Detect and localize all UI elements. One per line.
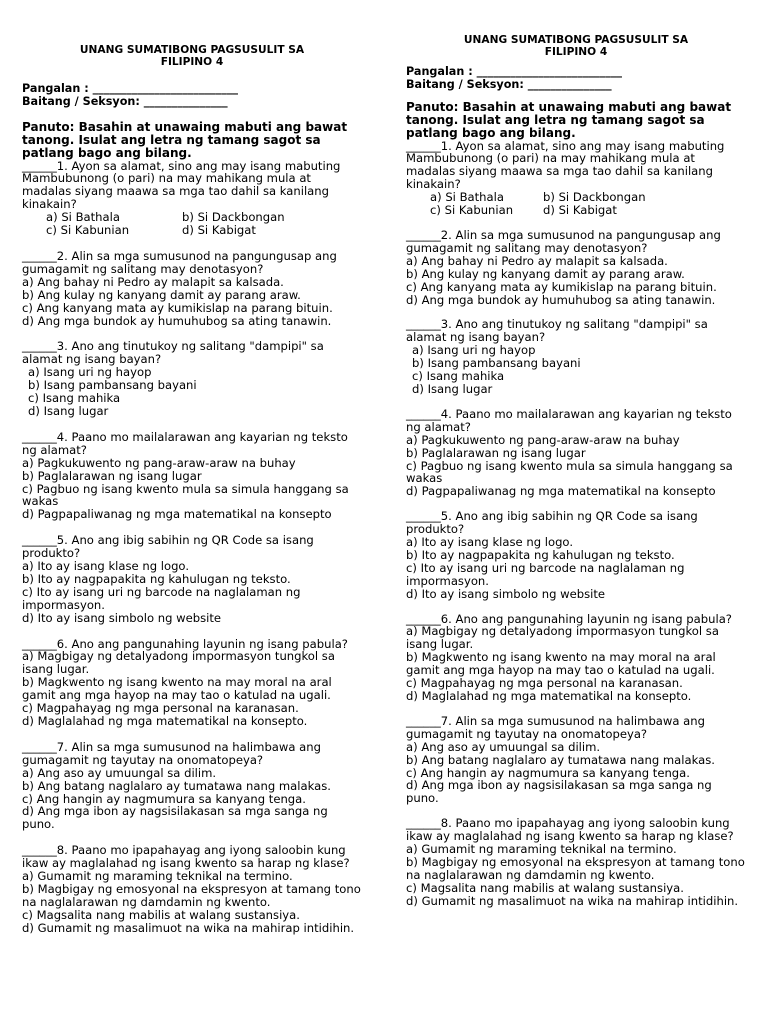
title-line-2: FILIPINO 4 bbox=[160, 56, 224, 68]
choice-d: d) Pagpapaliwanag ng mga matematikal na konsepto bbox=[22, 507, 332, 522]
question-7 bbox=[22, 741, 362, 831]
question-5 bbox=[406, 510, 746, 600]
choice-b: b) Magkwento ng isang kwento na may moral na aral gamit ang mga hayop na may tao o katulad na ugali. bbox=[22, 675, 332, 703]
choice-d: d) Maglalahad ng mga matematikal na konsepto. bbox=[406, 689, 692, 704]
choice-b: b) Ang batang naglalaro ay tumatawa nang malakas. bbox=[22, 778, 331, 793]
choice-d: d) Pagpapaliwanag ng mga matematikal na konsepto bbox=[406, 484, 716, 499]
choice-d: d) Isang lugar bbox=[412, 381, 493, 396]
question-5 bbox=[22, 534, 362, 624]
choice-a: a) Magbigay ng detalyadong impormasyon tungkol sa isang lugar. bbox=[406, 624, 719, 652]
choice-b: b) Paglalarawan ng isang lugar bbox=[406, 445, 586, 460]
question-stem: ______3. Ano ang tinutukoy ng salitang "dampipi" sa alamat ng isang bayan? bbox=[22, 339, 324, 367]
choice-a: a) Ang bahay ni Pedro ay malapit sa kalsada. bbox=[22, 274, 284, 289]
choice-c: c) Magsalita nang mabilis at walang sustansiya. bbox=[406, 880, 684, 895]
choice-a: a) Ang aso ay umuungal sa dilim. bbox=[22, 765, 217, 780]
question-8 bbox=[406, 817, 746, 907]
choice-d: d) Isang lugar bbox=[28, 403, 109, 418]
quiz-title bbox=[406, 34, 746, 58]
choice-a: a) Ito ay isang klase ng logo. bbox=[22, 559, 190, 574]
choice-c: c) Ang kanyang mata ay kumikislap na parang bituin. bbox=[406, 279, 717, 294]
choice-a: a) Pagkukuwento ng pang-araw-araw na buhay bbox=[22, 455, 296, 470]
choice-d: d) Ang mga ibon ay nagsisilakasan sa mga sanga ng puno. bbox=[22, 804, 328, 832]
question-stem: ______7. Alin sa mga sumusunod na halimbawa ang gumagamit ng tayutay na onomatopeya? bbox=[406, 713, 705, 741]
choice-c: c) Ang hangin ay nagmumura sa kanyang tenga. bbox=[406, 765, 690, 780]
choice-c: c) Si Kabunian bbox=[430, 203, 514, 218]
question-stem: ______5. Ano ang ibig sabihin ng QR Code sa isang produkto? bbox=[22, 533, 314, 561]
question-stem: ______4. Paano mo mailalarawan ang kayarian ng teksto ng alamat? bbox=[406, 406, 732, 434]
choice-c: c) Isang mahika bbox=[412, 369, 505, 384]
choice-a: a) Si Bathala bbox=[430, 190, 504, 205]
instructions: Panuto: Basahin at unawaing mabuti ang bawat tanong. Isulat ang letra ng tamang sagot sa patlang bago ang bilang. bbox=[22, 120, 348, 160]
question-3 bbox=[22, 340, 362, 417]
choice-c: c) Magpahayag ng mga personal na karanasan. bbox=[406, 676, 683, 691]
choice-a: a) Ang aso ay umuungal sa dilim. bbox=[406, 739, 601, 754]
question-1 bbox=[22, 160, 362, 237]
question-stem: ______2. Alin sa mga sumusunod na pangungusap ang gumagamit ng salitang may denotasyon? bbox=[22, 249, 337, 276]
choice-b: b) Si Dackbongan bbox=[182, 210, 285, 225]
question-stem: ______5. Ano ang ibig sabihin ng QR Code sa isang produkto? bbox=[406, 509, 698, 537]
quiz-copy-left bbox=[22, 44, 362, 948]
choice-b: b) Magbigay ng emosyonal na ekspresyon at tamang tono na naglalarawan ng damdamin ng kwento. bbox=[22, 881, 361, 909]
question-2 bbox=[406, 229, 746, 306]
choice-d: d) Maglalahad ng mga matematikal na konsepto. bbox=[22, 714, 308, 729]
choice-c: c) Si Kabunian bbox=[46, 223, 130, 238]
question-stem: ______8. Paano mo ipapahayag ang iyong saloobin kung ikaw ay maglalahad ng isang kwento sa harap ng klase? bbox=[22, 843, 350, 871]
student-info bbox=[406, 66, 746, 91]
title-line-1: UNANG SUMATIBONG PAGSUSULIT SA bbox=[463, 34, 689, 46]
choice-a: a) Isang uri ng hayop bbox=[412, 343, 536, 358]
choice-b: b) Ang batang naglalaro ay tumatawa nang malakas. bbox=[406, 752, 715, 767]
choice-c: c) Ang kanyang mata ay kumikislap na parang bituin. bbox=[22, 300, 333, 315]
name-field[interactable]: Pangalan : __________________________ bbox=[406, 65, 623, 78]
choice-b: b) Isang pambansang bayani bbox=[412, 356, 581, 371]
question-8 bbox=[22, 844, 362, 934]
student-info bbox=[22, 83, 362, 108]
question-stem: ______7. Alin sa mga sumusunod na halimbawa ang gumagamit ng tayutay na onomatopeya? bbox=[22, 739, 321, 767]
question-stem: ______4. Paano mo mailalarawan ang kayarian ng teksto ng alamat? bbox=[22, 429, 348, 457]
choice-d: d) Ang mga bundok ay humuhubog sa ating tanawin. bbox=[406, 292, 716, 307]
question-stem: ______2. Alin sa mga sumusunod na pangungusap ang gumagamit ng salitang may denotasyon? bbox=[406, 228, 721, 255]
choice-c: c) Ito ay isang uri ng barcode na naglalaman ng impormasyon. bbox=[406, 560, 685, 588]
choice-a: a) Magbigay ng detalyadong impormasyon tungkol sa isang lugar. bbox=[22, 649, 335, 677]
instructions: Panuto: Basahin at unawaing mabuti ang bawat tanong. Isulat ang letra ng tamang sagot sa patlang bago ang bilang. bbox=[406, 100, 732, 140]
choice-a: a) Si Bathala bbox=[46, 210, 120, 225]
choice-b: b) Magbigay ng emosyonal na ekspresyon at tamang tono na naglalarawan ng damdamin ng kwento. bbox=[406, 854, 745, 882]
choice-c: c) Pagbuo ng isang kwento mula sa simula hanggang sa wakas bbox=[406, 458, 733, 486]
name-field[interactable]: Pangalan : __________________________ bbox=[22, 82, 239, 95]
choice-d: d) Si Kabigat bbox=[543, 203, 617, 218]
choice-c: c) Isang mahika bbox=[28, 391, 121, 406]
choice-b: b) Isang pambansang bayani bbox=[28, 378, 197, 393]
choice-c: c) Ang hangin ay nagmumura sa kanyang tenga. bbox=[22, 791, 306, 806]
choice-d: d) Ito ay isang simbolo ng website bbox=[22, 610, 222, 625]
question-stem: ______1. Ayon sa alamat, sino ang may isang mabuting Mambubunong (o pari) na may mahikang mula at madalas siyang maawa sa mga tao dahil sa kanilang kinakain? bbox=[22, 158, 341, 212]
choice-c: c) Magsalita nang mabilis at walang sustansiya. bbox=[22, 907, 300, 922]
quiz-copy-right bbox=[406, 34, 746, 920]
choice-c: c) Pagbuo ng isang kwento mula sa simula hanggang sa wakas bbox=[22, 481, 349, 509]
choice-c: c) Ito ay isang uri ng barcode na naglalaman ng impormasyon. bbox=[22, 584, 301, 612]
section-field[interactable]: Baitang / Seksyon: _______________ bbox=[406, 77, 612, 91]
choice-b: b) Ang kulay ng kanyang damit ay parang araw. bbox=[22, 287, 301, 302]
question-6 bbox=[22, 638, 362, 728]
question-4 bbox=[406, 408, 746, 498]
question-2 bbox=[22, 250, 362, 327]
question-stem: ______6. Ano ang pangunahing layunin ng isang pabula? bbox=[406, 611, 732, 626]
choice-d: d) Si Kabigat bbox=[182, 223, 256, 238]
title-line-1: UNANG SUMATIBONG PAGSUSULIT SA bbox=[79, 44, 305, 56]
choice-d: d) Gumamit ng masalimuot na wika na mahirap intidihin. bbox=[22, 920, 355, 935]
question-stem: ______6. Ano ang pangunahing layunin ng isang pabula? bbox=[22, 636, 348, 651]
choice-a: a) Ang bahay ni Pedro ay malapit sa kalsada. bbox=[406, 253, 668, 268]
choice-b: b) Si Dackbongan bbox=[543, 190, 646, 205]
question-3 bbox=[406, 318, 746, 395]
choice-b: b) Magkwento ng isang kwento na may moral na aral gamit ang mga hayop na may tao o katulad na ugali. bbox=[406, 650, 716, 678]
choice-a: a) Gumamit ng maraming teknikal na termino. bbox=[22, 869, 293, 884]
question-7 bbox=[406, 715, 746, 805]
choice-b: b) Ito ay nagpapakita ng kahulugan ng teksto. bbox=[406, 547, 675, 562]
choice-c: c) Magpahayag ng mga personal na karanasan. bbox=[22, 701, 299, 716]
choice-a: a) Ito ay isang klase ng logo. bbox=[406, 535, 574, 550]
title-line-2: FILIPINO 4 bbox=[544, 46, 608, 58]
question-6 bbox=[406, 613, 746, 703]
choice-a: a) Isang uri ng hayop bbox=[28, 365, 152, 380]
choice-d: d) Ang mga bundok ay humuhubog sa ating tanawin. bbox=[22, 313, 332, 328]
choice-b: b) Paglalarawan ng isang lugar bbox=[22, 468, 202, 483]
choice-a: a) Gumamit ng maraming teknikal na termino. bbox=[406, 842, 677, 857]
choice-b: b) Ang kulay ng kanyang damit ay parang araw. bbox=[406, 266, 685, 281]
choice-d: d) Ito ay isang simbolo ng website bbox=[406, 586, 606, 601]
choice-d: d) Ang mga ibon ay nagsisilakasan sa mga sanga ng puno. bbox=[406, 778, 712, 806]
choice-d: d) Gumamit ng masalimuot na wika na mahirap intidihin. bbox=[406, 893, 739, 908]
choice-a: a) Pagkukuwento ng pang-araw-araw na buhay bbox=[406, 432, 680, 447]
question-stem: ______1. Ayon sa alamat, sino ang may isang mabuting Mambubunong (o pari) na may mahikang mula at madalas siyang maawa sa mga tao dahil sa kanilang kinakain? bbox=[406, 138, 725, 192]
choices bbox=[406, 191, 746, 217]
question-stem: ______3. Ano ang tinutukoy ng salitang "dampipi" sa alamat ng isang bayan? bbox=[406, 317, 708, 345]
question-stem: ______8. Paano mo ipapahayag ang iyong saloobin kung ikaw ay maglalahad ng isang kwento sa harap ng klase? bbox=[406, 816, 734, 844]
section-field[interactable]: Baitang / Seksyon: _______________ bbox=[22, 94, 228, 108]
choices bbox=[22, 211, 362, 237]
quiz-title bbox=[22, 44, 362, 68]
question-4 bbox=[22, 431, 362, 521]
question-1 bbox=[406, 140, 746, 217]
choice-b: b) Ito ay nagpapakita ng kahulugan ng teksto. bbox=[22, 571, 291, 586]
